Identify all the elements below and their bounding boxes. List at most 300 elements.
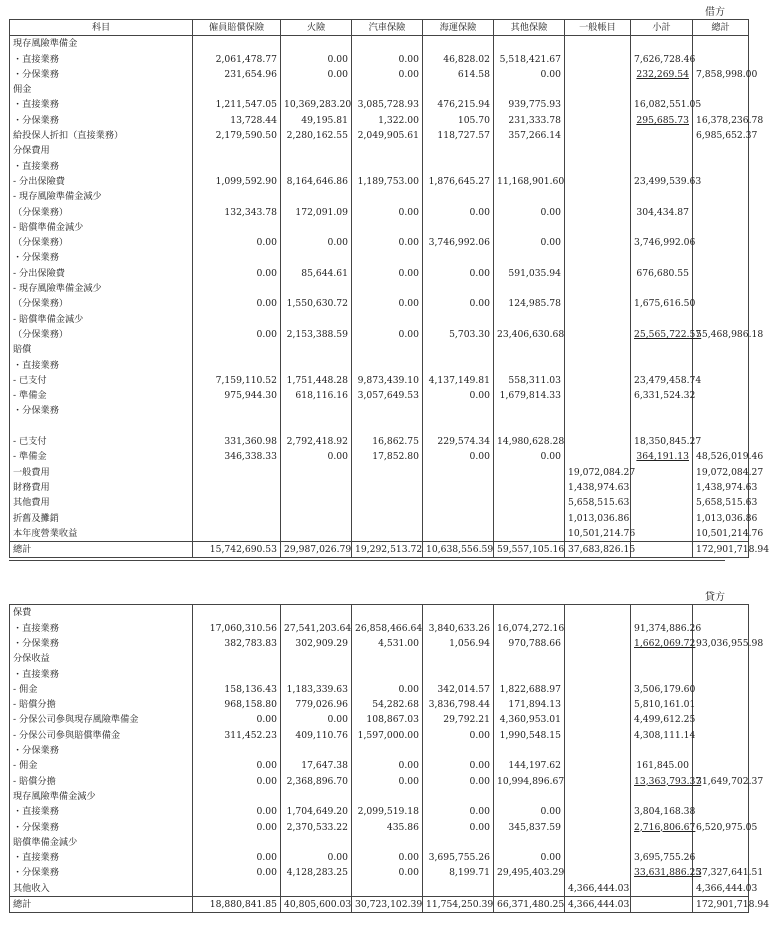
cell-value <box>494 220 565 235</box>
total-row <box>10 897 749 913</box>
table-row <box>10 789 749 804</box>
cell-value <box>693 758 749 773</box>
row-label: 總計 <box>10 542 193 558</box>
row-label: 科目 <box>10 20 193 36</box>
cell-value <box>352 82 423 97</box>
cell-value: 0.00 <box>423 388 494 403</box>
row-label: 其他收入 <box>10 881 193 897</box>
cell-value: 17,852.80 <box>352 449 423 464</box>
cell-value <box>565 388 631 403</box>
cell-value: 46,828.02 <box>423 52 494 67</box>
table-row <box>10 743 749 758</box>
cell-value <box>281 651 352 666</box>
cell-value <box>281 342 352 357</box>
cell-value: 0.00 <box>352 327 423 342</box>
cell-value <box>631 36 693 52</box>
cell-value: 1,438,974.63 <box>693 480 749 495</box>
cell-value <box>565 174 631 189</box>
cell-value <box>352 358 423 373</box>
cell-value <box>281 143 352 158</box>
cell-value: 66,371,480.25 <box>494 897 565 913</box>
cell-value: 8,199.71 <box>423 865 494 880</box>
row-label: ・分保業務 <box>10 820 193 835</box>
table-row <box>10 97 749 112</box>
cell-value <box>281 358 352 373</box>
cell-value: 17,647.38 <box>281 758 352 773</box>
cell-value: 105.70 <box>423 113 494 128</box>
cell-value: 1,189,753.00 <box>352 174 423 189</box>
cell-value <box>565 758 631 773</box>
table-row <box>10 682 749 697</box>
cell-value <box>631 526 693 542</box>
cell-value <box>565 113 631 128</box>
cell-value: 0.00 <box>494 449 565 464</box>
cell-value: 2,370,533.22 <box>281 820 352 835</box>
row-label: - 準備金 <box>10 388 193 403</box>
table-row <box>10 881 749 897</box>
cell-value: 435.86 <box>352 820 423 835</box>
row-label: 現存風險準備金減少 <box>10 789 193 804</box>
cell-value <box>423 789 494 804</box>
cell-value: 40,805,600.03 <box>281 897 352 913</box>
cell-value: 16,378,236.78 <box>693 113 749 128</box>
cell-value: 7,159,110.52 <box>193 373 281 388</box>
cell-value <box>693 804 749 819</box>
cell-value: 229,574.34 <box>423 434 494 449</box>
cell-value: 2,099,519.18 <box>352 804 423 819</box>
cell-value <box>631 281 693 296</box>
cell-value: 10,501,214.76 <box>693 526 749 542</box>
cell-value <box>281 511 352 526</box>
cell-value: 0.00 <box>494 67 565 82</box>
cell-value <box>494 495 565 510</box>
cell-value: 1,183,339.63 <box>281 682 352 697</box>
cell-value <box>352 250 423 265</box>
cell-value <box>423 743 494 758</box>
cell-value: 591,035.94 <box>494 266 565 281</box>
cell-value: 7,626,728.46 <box>631 52 693 67</box>
table-row <box>10 403 749 418</box>
cell-value: 0.00 <box>352 850 423 865</box>
cell-value <box>565 67 631 82</box>
cell-value: 676,680.55 <box>631 266 693 281</box>
cell-value <box>352 403 423 418</box>
cell-value <box>423 511 494 526</box>
cell-value: 49,195.81 <box>281 113 352 128</box>
cell-value <box>494 480 565 495</box>
cell-value: 0.00 <box>352 52 423 67</box>
cell-value: 618,116.16 <box>281 388 352 403</box>
cell-value: 8,164,646.86 <box>281 174 352 189</box>
cell-value: 93,036,955.98 <box>693 636 749 651</box>
cell-value: 0.00 <box>423 758 494 773</box>
cell-value: 1,990,548.15 <box>494 728 565 743</box>
cell-value <box>352 881 423 897</box>
table-row <box>10 511 749 526</box>
cell-value: 23,406,630.68 <box>494 327 565 342</box>
cell-value: 17,060,310.56 <box>193 621 281 636</box>
table-row <box>10 388 749 403</box>
cell-value: 1,822,688.97 <box>494 682 565 697</box>
row-label: - 分出保險費 <box>10 174 193 189</box>
cell-value: 975,944.30 <box>193 388 281 403</box>
cell-value <box>631 897 693 913</box>
cell-value <box>423 159 494 174</box>
cell-value: 342,014.57 <box>423 682 494 697</box>
cell-value <box>193 250 281 265</box>
cell-value: 一般帳目 <box>565 20 631 36</box>
cell-value <box>281 189 352 204</box>
cell-value: 382,783.83 <box>193 636 281 651</box>
row-label: - 現存風險準備金減少 <box>10 189 193 204</box>
cell-value <box>352 651 423 666</box>
cell-value <box>193 495 281 510</box>
cell-value <box>423 881 494 897</box>
cell-value <box>693 388 749 403</box>
cell-value: 0.00 <box>494 850 565 865</box>
cell-value: 161,845.00 <box>631 758 693 773</box>
cell-value <box>565 774 631 789</box>
cell-value: 1,876,645.27 <box>423 174 494 189</box>
table-row <box>10 296 749 311</box>
cell-value <box>193 159 281 174</box>
cell-value <box>281 835 352 850</box>
cell-value: 19,072,084.27 <box>693 465 749 480</box>
cell-value <box>693 743 749 758</box>
row-label: ・分保業務 <box>10 743 193 758</box>
row-label: 其他費用 <box>10 495 193 510</box>
cell-value <box>693 651 749 666</box>
cell-value <box>693 36 749 52</box>
cell-value: 10,994,896.67 <box>494 774 565 789</box>
cell-value <box>494 82 565 97</box>
cell-value: 0.00 <box>352 235 423 250</box>
cell-value: 231,333.78 <box>494 113 565 128</box>
cell-value <box>693 697 749 712</box>
cell-value <box>565 667 631 682</box>
cell-value <box>281 281 352 296</box>
row-label: 財務費用 <box>10 480 193 495</box>
cell-value <box>193 189 281 204</box>
cell-value: 59,557,105.16 <box>494 542 565 558</box>
cell-value <box>565 36 631 52</box>
cell-value: 0.00 <box>281 449 352 464</box>
cell-value <box>494 789 565 804</box>
cell-value: 3,506,179.60 <box>631 682 693 697</box>
cell-value <box>631 403 693 418</box>
cell-value: 5,518,421.67 <box>494 52 565 67</box>
cell-value <box>565 97 631 112</box>
cell-value <box>631 82 693 97</box>
cell-value <box>693 605 749 621</box>
cell-value: 3,695,755.26 <box>631 850 693 865</box>
credit-side-label: 貸方 <box>705 592 725 604</box>
cell-value: 939,775.93 <box>494 97 565 112</box>
cell-value <box>352 419 423 434</box>
cell-value: 4,360,953.01 <box>494 712 565 727</box>
cell-value: 1,099,592.90 <box>193 174 281 189</box>
cell-value <box>631 312 693 327</box>
cell-value: 10,638,556.59 <box>423 542 494 558</box>
cell-value: 311,452.23 <box>193 728 281 743</box>
cell-value <box>565 143 631 158</box>
cell-value: 0.00 <box>193 296 281 311</box>
row-label: 本年度營業收益 <box>10 526 193 542</box>
cell-value <box>281 403 352 418</box>
row-label: - 準備金 <box>10 449 193 464</box>
cell-value: 5,703.30 <box>423 327 494 342</box>
cell-value: 16,074,272.16 <box>494 621 565 636</box>
cell-value: 231,654.96 <box>193 67 281 82</box>
cell-value <box>565 712 631 727</box>
row-label <box>10 419 193 434</box>
cell-value <box>352 495 423 510</box>
cell-value: 汽車保險 <box>352 20 423 36</box>
cell-value: 0.00 <box>193 804 281 819</box>
cell-value: 18,880,841.85 <box>193 897 281 913</box>
cell-value: 19,292,513.72 <box>352 542 423 558</box>
cell-value <box>193 403 281 418</box>
cell-value: 0.00 <box>423 205 494 220</box>
credit-table <box>9 604 769 913</box>
row-label: - 佣金 <box>10 758 193 773</box>
cell-value <box>193 743 281 758</box>
table-row <box>10 342 749 357</box>
cell-value: 48,526,019.46 <box>693 449 749 464</box>
cell-value: 23,499,539.63 <box>631 174 693 189</box>
cell-value <box>693 220 749 235</box>
cell-value <box>423 835 494 850</box>
cell-value <box>565 159 631 174</box>
cell-value: 2,792,418.92 <box>281 434 352 449</box>
total-row <box>10 542 749 558</box>
row-label: 折舊及攤銷 <box>10 511 193 526</box>
financial-statement <box>9 6 769 913</box>
row-label: - 分保公司參與現存風險準備金 <box>10 712 193 727</box>
cell-value: 7,858,998.00 <box>693 67 749 82</box>
cell-value <box>494 36 565 52</box>
cell-value <box>423 36 494 52</box>
cell-value <box>693 82 749 97</box>
cell-value <box>494 312 565 327</box>
cell-value <box>693 789 749 804</box>
cell-value: 0.00 <box>423 804 494 819</box>
cell-value: 1,704,649.20 <box>281 804 352 819</box>
cell-value <box>352 511 423 526</box>
cell-value <box>565 189 631 204</box>
cell-value: 25,565,722.57 <box>631 327 693 342</box>
cell-value <box>693 205 749 220</box>
cell-value: 0.00 <box>352 865 423 880</box>
cell-value: 1,438,974.63 <box>565 480 631 495</box>
cell-value <box>565 728 631 743</box>
cell-value <box>193 651 281 666</box>
cell-value: 172,091.09 <box>281 205 352 220</box>
row-label: ・直接業務 <box>10 97 193 112</box>
cell-value <box>693 52 749 67</box>
cell-value: 29,495,403.29 <box>494 865 565 880</box>
cell-value: 55,468,986.18 <box>693 327 749 342</box>
cell-value: 3,746,992.06 <box>631 235 693 250</box>
cell-value <box>193 143 281 158</box>
cell-value: 1,662,069.72 <box>631 636 693 651</box>
row-label: - 賠償分擔 <box>10 774 193 789</box>
cell-value: 1,751,448.28 <box>281 373 352 388</box>
cell-value <box>565 312 631 327</box>
cell-value <box>281 82 352 97</box>
row-label: - 已支付 <box>10 434 193 449</box>
table-row <box>10 373 749 388</box>
cell-value: 0.00 <box>423 449 494 464</box>
cell-value <box>193 480 281 495</box>
cell-value <box>631 495 693 510</box>
cell-value: 3,057,649.53 <box>352 388 423 403</box>
cell-value: 1,597,000.00 <box>352 728 423 743</box>
cell-value: 0.00 <box>352 758 423 773</box>
row-label: （分保業務） <box>10 205 193 220</box>
row-label: （分保業務） <box>10 296 193 311</box>
cell-value: 5,658,515.63 <box>565 495 631 510</box>
cell-value <box>494 465 565 480</box>
cell-value: 0.00 <box>494 205 565 220</box>
cell-value <box>423 143 494 158</box>
row-label: - 賠償分擔 <box>10 697 193 712</box>
cell-value: 476,215.94 <box>423 97 494 112</box>
row-label: - 賠償準備金減少 <box>10 220 193 235</box>
row-label: ・分保業務 <box>10 113 193 128</box>
cell-value <box>565 434 631 449</box>
cell-value <box>352 526 423 542</box>
cell-value: 13,363,793.37 <box>631 774 693 789</box>
cell-value: 172,901,718.94 <box>693 897 749 913</box>
cell-value <box>565 281 631 296</box>
cell-value <box>352 281 423 296</box>
cell-value: 295,685.73 <box>631 113 693 128</box>
cell-value: 108,867.03 <box>352 712 423 727</box>
cell-value <box>281 789 352 804</box>
cell-value <box>565 373 631 388</box>
cell-value: 6,985,652.37 <box>693 128 749 143</box>
table-row <box>10 712 749 727</box>
cell-value <box>565 419 631 434</box>
cell-value <box>352 159 423 174</box>
cell-value <box>565 82 631 97</box>
cell-value <box>693 159 749 174</box>
cell-value: 4,308,111.14 <box>631 728 693 743</box>
cell-value: 0.00 <box>193 774 281 789</box>
cell-value <box>281 495 352 510</box>
cell-value: 5,658,515.63 <box>693 495 749 510</box>
cell-value: 4,137,149.81 <box>423 373 494 388</box>
cell-value <box>494 881 565 897</box>
cell-value <box>693 419 749 434</box>
table-row <box>10 621 749 636</box>
cell-value <box>565 865 631 880</box>
table-row <box>10 820 749 835</box>
cell-value: 4,366,444.03 <box>693 881 749 897</box>
cell-value: 144,197.62 <box>494 758 565 773</box>
table-row <box>10 220 749 235</box>
cell-value <box>565 697 631 712</box>
cell-value <box>693 358 749 373</box>
cell-value <box>693 281 749 296</box>
cell-value: 0.00 <box>423 774 494 789</box>
cell-value <box>565 296 631 311</box>
cell-value: 0.00 <box>193 820 281 835</box>
row-label: 現存風險準備金 <box>10 36 193 52</box>
cell-value <box>352 480 423 495</box>
row-label: ・直接業務 <box>10 804 193 819</box>
row-label: ・直接業務 <box>10 667 193 682</box>
table-row <box>10 174 749 189</box>
cell-value <box>565 789 631 804</box>
cell-value <box>352 36 423 52</box>
cell-value <box>565 651 631 666</box>
cell-value <box>423 342 494 357</box>
cell-value <box>281 419 352 434</box>
cell-value <box>281 220 352 235</box>
cell-value: 5,810,161.01 <box>631 697 693 712</box>
cell-value: 16,862.75 <box>352 434 423 449</box>
row-label: ・直接業務 <box>10 358 193 373</box>
cell-value: 0.00 <box>352 682 423 697</box>
cell-value: 其他保險 <box>494 20 565 36</box>
cell-value: 1,013,036.86 <box>565 511 631 526</box>
cell-value: 3,085,728.93 <box>352 97 423 112</box>
cell-value: 331,360.98 <box>193 434 281 449</box>
cell-value: 2,280,162.55 <box>281 128 352 143</box>
row-label: ・分保業務 <box>10 250 193 265</box>
cell-value <box>423 605 494 621</box>
cell-value: 968,158.80 <box>193 697 281 712</box>
cell-value <box>565 820 631 835</box>
table-row <box>10 189 749 204</box>
cell-value <box>193 667 281 682</box>
cell-value: 0.00 <box>281 67 352 82</box>
cell-value <box>193 358 281 373</box>
table-row <box>10 250 749 265</box>
cell-value: 6,520,975.05 <box>693 820 749 835</box>
cell-value: 27,541,203.64 <box>281 621 352 636</box>
row-label: 一般費用 <box>10 465 193 480</box>
cell-value <box>193 312 281 327</box>
cell-value <box>193 835 281 850</box>
table-row <box>10 327 749 342</box>
cell-value: 10,501,214.76 <box>565 526 631 542</box>
cell-value <box>631 250 693 265</box>
cell-value: 304,434.87 <box>631 205 693 220</box>
cell-value <box>423 403 494 418</box>
row-label: ・直接業務 <box>10 52 193 67</box>
cell-value <box>693 682 749 697</box>
cell-value <box>423 82 494 97</box>
cell-value <box>693 850 749 865</box>
row-label: ・直接業務 <box>10 159 193 174</box>
cell-value: 30,723,102.39 <box>352 897 423 913</box>
row-label: （分保業務） <box>10 235 193 250</box>
cell-value: 409,110.76 <box>281 728 352 743</box>
cell-value: 3,840,633.26 <box>423 621 494 636</box>
cell-value <box>631 358 693 373</box>
cell-value <box>565 682 631 697</box>
cell-value <box>193 789 281 804</box>
cell-value: 0.00 <box>193 758 281 773</box>
cell-value <box>352 312 423 327</box>
cell-value <box>494 250 565 265</box>
cell-value: 3,804,168.38 <box>631 804 693 819</box>
cell-value <box>693 312 749 327</box>
table-row <box>10 480 749 495</box>
